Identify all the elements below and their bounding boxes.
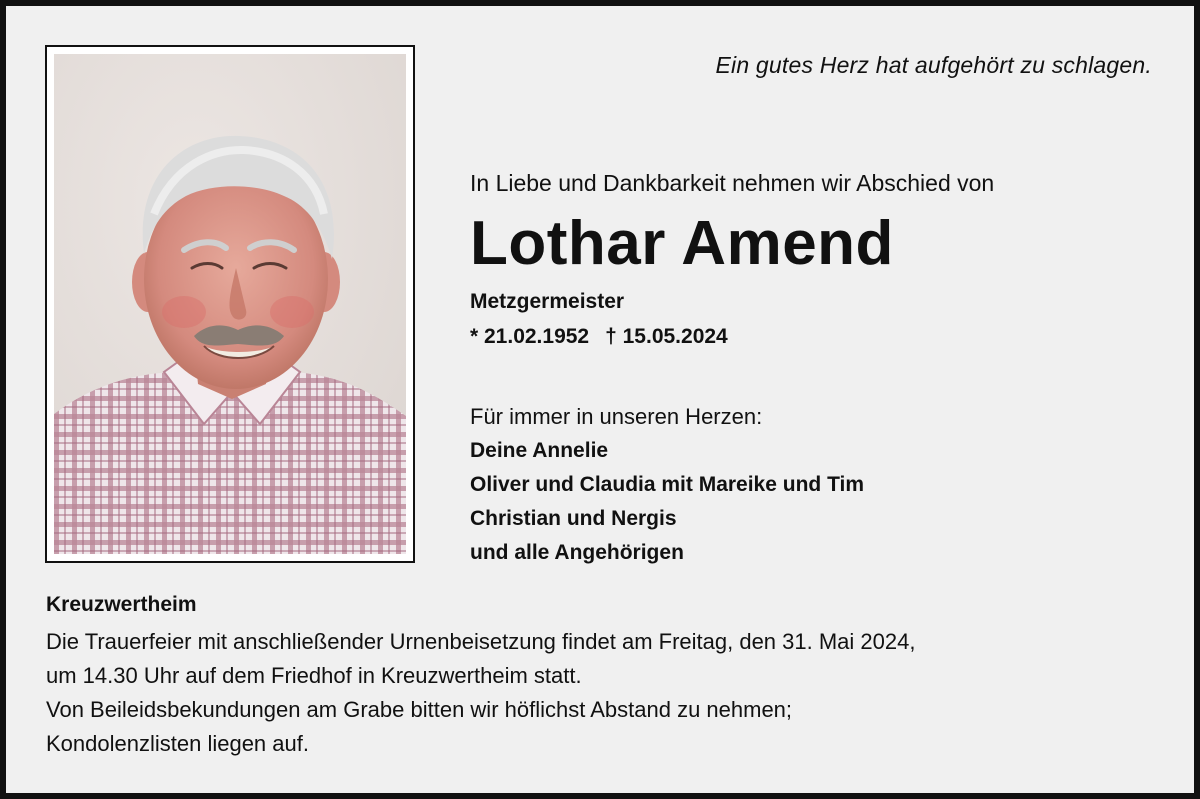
mourners-heading: Für immer in unseren Herzen: [470,404,763,429]
mourner-line: Oliver und Claudia mit Mareike und Tim [470,473,865,496]
portrait-frame [45,45,415,563]
mourner-line: Christian und Nergis [470,507,677,530]
notice-line: Von Beileidsbekundungen am Grabe bitten wir höflichst Abstand zu nehmen; [46,697,793,722]
notice-line: Kondolenzlisten liegen auf. [46,731,309,756]
birth-date: * 21.02.1952 [470,325,590,348]
death-date: † 15.05.2024 [605,325,728,348]
profession: Metzgermeister [470,290,625,313]
deceased-name: Lothar Amend [470,209,894,278]
notice-line: um 14.30 Uhr auf dem Friedhof in Kreuzwertheim statt. [46,663,582,688]
funeral-notice [46,625,915,761]
motto-quote: Ein gutes Herz hat aufgehört zu schlagen. [715,52,1152,78]
life-dates [470,325,728,349]
mourners-block [470,400,864,570]
intro-text: In Liebe und Dankbarkeit nehmen wir Abschied von [470,170,995,196]
portrait-photo [54,54,406,554]
place-name: Kreuzwertheim [46,593,197,616]
notice-line: Die Trauerfeier mit anschließender Urnenbeisetzung findet am Freitag, den 31. Mai 2024, [46,629,916,654]
portrait-illustration [54,54,406,554]
mourner-line: und alle Angehörigen [470,541,684,564]
mourner-line: Deine Annelie [470,439,609,462]
